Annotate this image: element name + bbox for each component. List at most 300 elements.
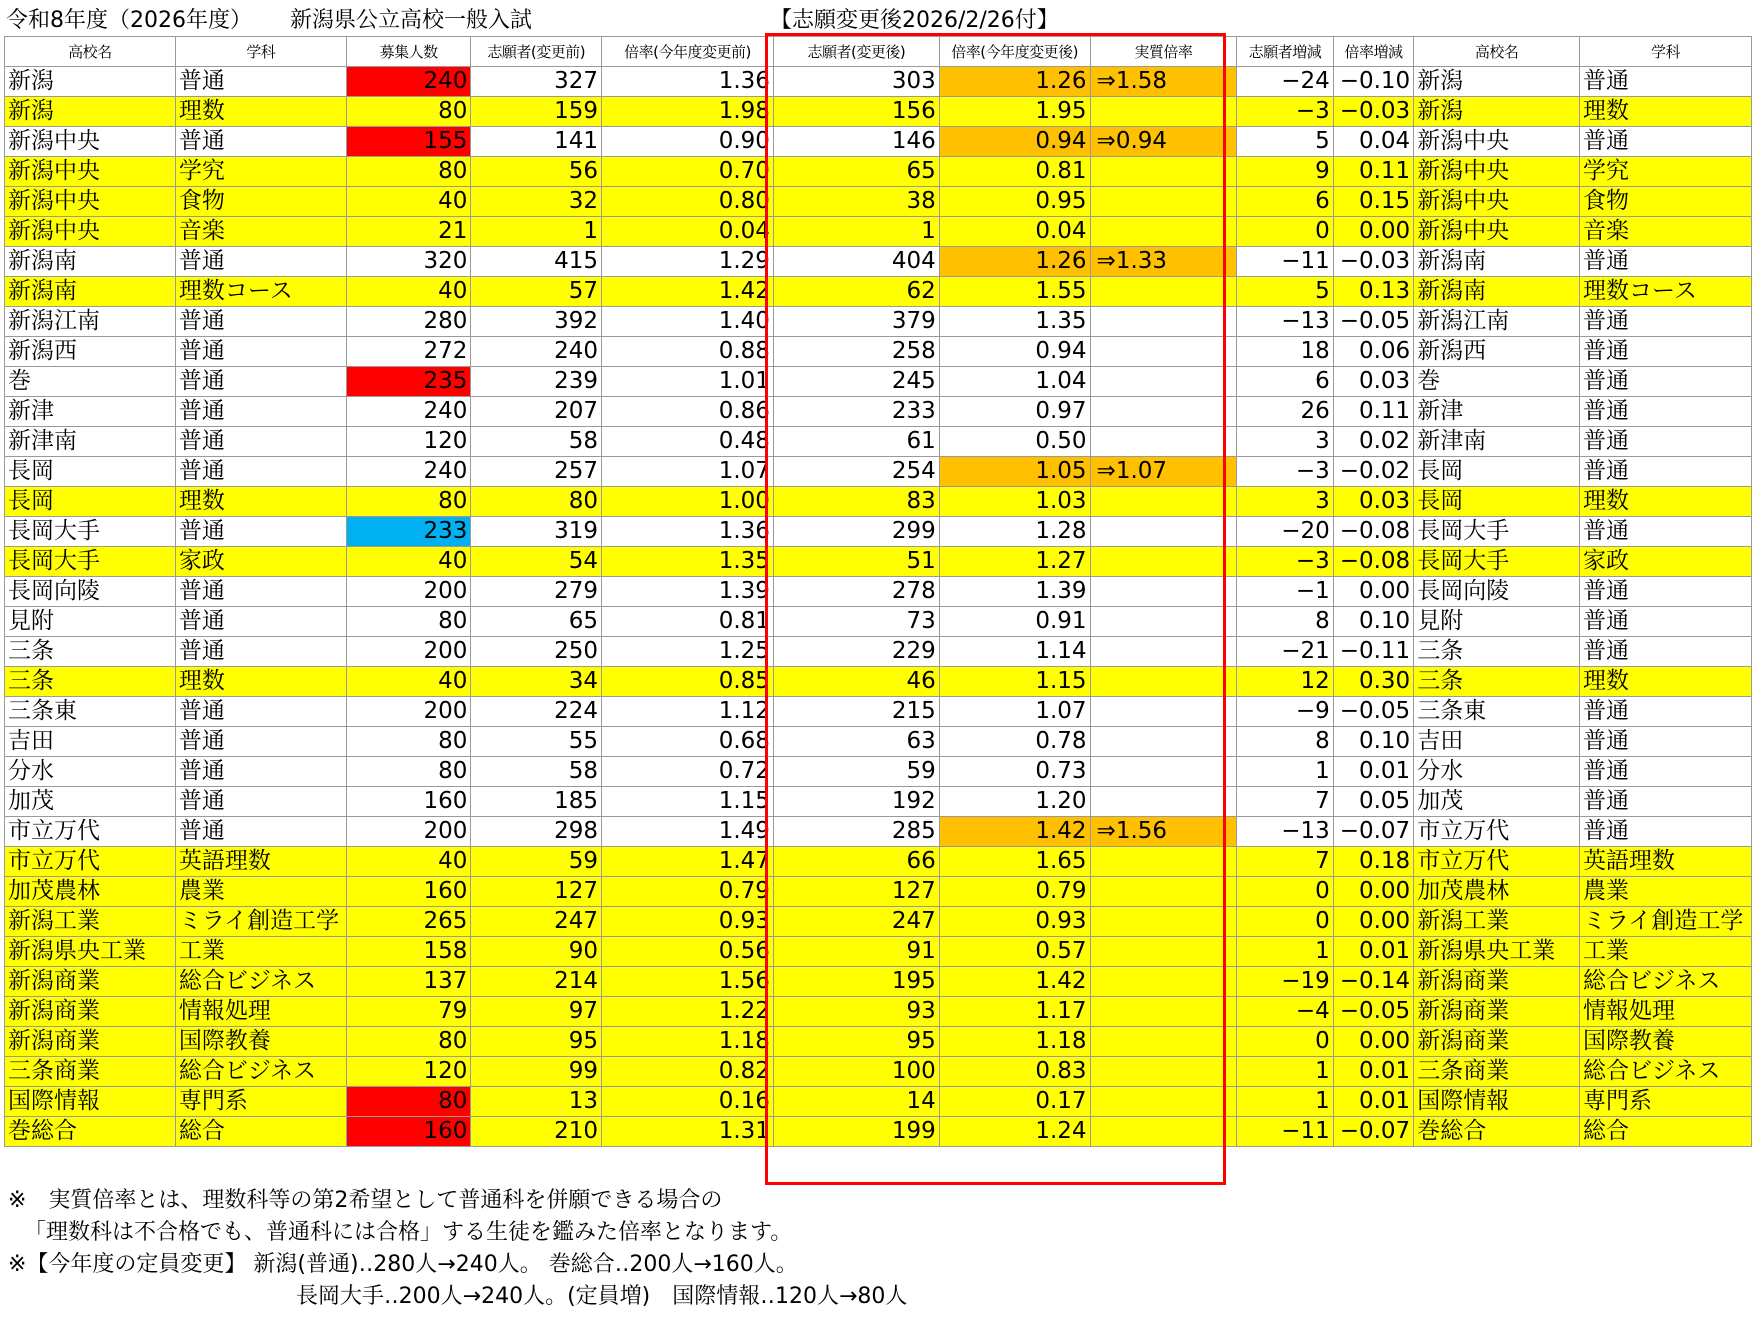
rate-after-cell: 1.26 (939, 247, 1090, 277)
rate-before-cell: 1.22 (602, 997, 774, 1027)
rate-after-cell: 1.17 (939, 997, 1090, 1027)
applicants-before-cell: 214 (471, 967, 602, 997)
rate-before-cell: 0.86 (602, 397, 774, 427)
rate-after-cell: 0.91 (939, 607, 1090, 637)
real-rate-cell (1090, 277, 1237, 307)
rate-after-cell: 1.18 (939, 1027, 1090, 1057)
capacity-cell: 235 (346, 367, 471, 397)
applicants-after-cell: 195 (773, 967, 939, 997)
column-header-real-rate-col: 実質倍率 (1090, 37, 1237, 67)
school-cell-right: 三条 (1414, 667, 1580, 697)
rate-after-cell: 1.07 (939, 697, 1090, 727)
applicants-after-cell: 91 (773, 937, 939, 967)
real-rate-cell: ⇒1.33 (1090, 247, 1237, 277)
capacity-cell: 272 (346, 337, 471, 367)
school-cell: 市立万代 (5, 817, 176, 847)
real-rate-cell (1090, 367, 1237, 397)
column-header-applicants-before-col: 志願者(変更前) (471, 37, 602, 67)
school-cell-right: 新潟南 (1414, 247, 1580, 277)
rate-after-cell: 0.93 (939, 907, 1090, 937)
rate-diff-cell: 0.13 (1333, 277, 1413, 307)
table-row (5, 907, 1752, 937)
applicant-diff-cell: 18 (1237, 337, 1333, 367)
rate-diff-cell: −0.07 (1333, 1117, 1413, 1147)
dept-cell-right: 総合 (1580, 1117, 1752, 1147)
applicant-diff-cell: 7 (1237, 787, 1333, 817)
school-cell: 長岡向陵 (5, 577, 176, 607)
applicants-after-cell: 215 (773, 697, 939, 727)
table-row (5, 517, 1752, 547)
applicant-diff-cell: −11 (1237, 247, 1333, 277)
applicants-before-cell: 247 (471, 907, 602, 937)
applicants-after-cell: 46 (773, 667, 939, 697)
capacity-cell: 200 (346, 697, 471, 727)
rate-after-cell: 0.04 (939, 217, 1090, 247)
real-rate-cell (1090, 427, 1237, 457)
applicant-diff-cell: −21 (1237, 637, 1333, 667)
rate-after-cell: 0.57 (939, 937, 1090, 967)
applicant-diff-cell: 1 (1237, 1087, 1333, 1117)
rate-diff-cell: 0.03 (1333, 487, 1413, 517)
rate-after-cell: 1.15 (939, 667, 1090, 697)
capacity-cell: 80 (346, 727, 471, 757)
capacity-cell: 21 (346, 217, 471, 247)
school-cell: 新潟県央工業 (5, 937, 176, 967)
applicants-before-cell: 250 (471, 637, 602, 667)
capacity-cell: 80 (346, 1027, 471, 1057)
dept-cell-right: 英語理数 (1580, 847, 1752, 877)
dept-cell-right: 普通 (1580, 307, 1752, 337)
applicants-after-cell: 285 (773, 817, 939, 847)
applicant-diff-cell: −13 (1237, 817, 1333, 847)
applicants-before-cell: 207 (471, 397, 602, 427)
rate-before-cell: 1.00 (602, 487, 774, 517)
rate-before-cell: 1.18 (602, 1027, 774, 1057)
rate-diff-cell: −0.10 (1333, 67, 1413, 97)
table-row (5, 757, 1752, 787)
dept-cell: 普通 (175, 457, 346, 487)
capacity-cell: 200 (346, 817, 471, 847)
applicants-after-cell: 65 (773, 157, 939, 187)
school-cell-right: 新潟中央 (1414, 157, 1580, 187)
real-rate-cell: ⇒0.94 (1090, 127, 1237, 157)
rate-before-cell: 0.90 (602, 127, 774, 157)
dept-cell: 普通 (175, 787, 346, 817)
dept-cell-right: 普通 (1580, 757, 1752, 787)
applicants-before-cell: 141 (471, 127, 602, 157)
rate-before-cell: 0.04 (602, 217, 774, 247)
applicants-before-cell: 239 (471, 367, 602, 397)
school-cell-right: 市立万代 (1414, 817, 1580, 847)
dept-cell-right: 普通 (1580, 397, 1752, 427)
capacity-cell: 160 (346, 787, 471, 817)
capacity-cell: 80 (346, 487, 471, 517)
applicant-diff-cell: 7 (1237, 847, 1333, 877)
rate-after-cell: 0.81 (939, 157, 1090, 187)
applicants-before-cell: 210 (471, 1117, 602, 1147)
dept-cell: 音楽 (175, 217, 346, 247)
capacity-cell: 40 (346, 187, 471, 217)
capacity-cell: 240 (346, 67, 471, 97)
dept-cell: 普通 (175, 757, 346, 787)
applicants-after-cell: 245 (773, 367, 939, 397)
school-cell: 新潟 (5, 97, 176, 127)
school-cell-right: 新潟 (1414, 97, 1580, 127)
school-cell: 新潟南 (5, 277, 176, 307)
dept-cell-right: 農業 (1580, 877, 1752, 907)
real-rate-cell (1090, 337, 1237, 367)
school-cell-right: 新潟 (1414, 67, 1580, 97)
capacity-cell: 320 (346, 247, 471, 277)
school-cell: 新潟工業 (5, 907, 176, 937)
capacity-cell: 240 (346, 397, 471, 427)
table-row (5, 307, 1752, 337)
school-cell: 三条商業 (5, 1057, 176, 1087)
applicant-diff-cell: 12 (1237, 667, 1333, 697)
real-rate-cell (1090, 397, 1237, 427)
capacity-cell: 160 (346, 877, 471, 907)
school-cell-right: 新潟中央 (1414, 127, 1580, 157)
dept-cell-right: 普通 (1580, 577, 1752, 607)
rate-diff-cell: 0.03 (1333, 367, 1413, 397)
applicant-diff-cell: −3 (1237, 457, 1333, 487)
footnote-1: ※ 実質倍率とは、理数科等の第2希望として普通科を併願できる場合の (8, 1188, 723, 1213)
dept-cell: 工業 (175, 937, 346, 967)
rate-diff-cell: −0.14 (1333, 967, 1413, 997)
capacity-cell: 280 (346, 307, 471, 337)
school-cell: 巻 (5, 367, 176, 397)
applicants-after-cell: 61 (773, 427, 939, 457)
applicant-diff-cell: −11 (1237, 1117, 1333, 1147)
capacity-cell: 80 (346, 607, 471, 637)
school-cell: 新潟商業 (5, 997, 176, 1027)
applicants-before-cell: 240 (471, 337, 602, 367)
applicants-before-cell: 13 (471, 1087, 602, 1117)
dept-cell: 普通 (175, 127, 346, 157)
applicants-before-cell: 392 (471, 307, 602, 337)
applicants-before-cell: 65 (471, 607, 602, 637)
applicants-before-cell: 224 (471, 697, 602, 727)
school-cell: 国際情報 (5, 1087, 176, 1117)
dept-cell-right: 国際教養 (1580, 1027, 1752, 1057)
dept-cell: 普通 (175, 67, 346, 97)
dept-cell: 普通 (175, 247, 346, 277)
table-row (5, 727, 1752, 757)
applicants-before-cell: 59 (471, 847, 602, 877)
applicants-after-cell: 63 (773, 727, 939, 757)
real-rate-cell (1090, 517, 1237, 547)
rate-diff-cell: 0.00 (1333, 577, 1413, 607)
rate-diff-cell: −0.05 (1333, 307, 1413, 337)
rate-before-cell: 1.42 (602, 277, 774, 307)
applicants-after-cell: 379 (773, 307, 939, 337)
rate-before-cell: 1.39 (602, 577, 774, 607)
dept-cell: 普通 (175, 307, 346, 337)
rate-diff-cell: 0.05 (1333, 787, 1413, 817)
rate-after-cell: 1.24 (939, 1117, 1090, 1147)
dept-cell-right: 普通 (1580, 127, 1752, 157)
school-cell: 新潟中央 (5, 127, 176, 157)
rate-after-cell: 1.26 (939, 67, 1090, 97)
rate-before-cell: 1.29 (602, 247, 774, 277)
dept-cell: 情報処理 (175, 997, 346, 1027)
school-cell-right: 長岡大手 (1414, 547, 1580, 577)
school-cell-right: 三条東 (1414, 697, 1580, 727)
applicant-diff-cell: −19 (1237, 967, 1333, 997)
rate-diff-cell: 0.00 (1333, 1027, 1413, 1057)
column-header-rate-before-col: 倍率(今年度変更前) (602, 37, 774, 67)
real-rate-cell (1090, 1057, 1237, 1087)
capacity-cell: 80 (346, 757, 471, 787)
rate-before-cell: 0.56 (602, 937, 774, 967)
capacity-cell: 80 (346, 1087, 471, 1117)
applicants-before-cell: 1 (471, 217, 602, 247)
applicants-before-cell: 32 (471, 187, 602, 217)
dept-cell: 普通 (175, 397, 346, 427)
applicant-diff-cell: −9 (1237, 697, 1333, 727)
dept-cell-right: 普通 (1580, 517, 1752, 547)
school-cell: 新潟 (5, 67, 176, 97)
applicants-after-cell: 229 (773, 637, 939, 667)
dept-cell-right: 普通 (1580, 367, 1752, 397)
dept-cell: 普通 (175, 517, 346, 547)
capacity-cell: 158 (346, 937, 471, 967)
rate-before-cell: 0.80 (602, 187, 774, 217)
applicants-before-cell: 57 (471, 277, 602, 307)
applicants-after-cell: 404 (773, 247, 939, 277)
table-row (5, 697, 1752, 727)
school-cell-right: 見附 (1414, 607, 1580, 637)
applicant-diff-cell: 1 (1237, 937, 1333, 967)
rate-diff-cell: 0.10 (1333, 727, 1413, 757)
table-row (5, 937, 1752, 967)
dept-cell-right: 理数 (1580, 667, 1752, 697)
applicants-before-cell: 279 (471, 577, 602, 607)
school-cell: 新潟江南 (5, 307, 176, 337)
school-cell-right: 新潟商業 (1414, 967, 1580, 997)
rate-after-cell: 0.79 (939, 877, 1090, 907)
real-rate-cell (1090, 487, 1237, 517)
school-cell-right: 長岡向陵 (1414, 577, 1580, 607)
rate-diff-cell: 0.06 (1333, 337, 1413, 367)
table-row (5, 1117, 1752, 1147)
rate-diff-cell: 0.01 (1333, 1087, 1413, 1117)
rate-after-cell: 1.35 (939, 307, 1090, 337)
table-row (5, 637, 1752, 667)
rate-diff-cell: −0.05 (1333, 997, 1413, 1027)
column-header-capacity-col: 募集人数 (346, 37, 471, 67)
rate-diff-cell: 0.00 (1333, 217, 1413, 247)
applicants-before-cell: 257 (471, 457, 602, 487)
school-cell: 長岡大手 (5, 547, 176, 577)
school-cell: 長岡大手 (5, 517, 176, 547)
capacity-cell: 233 (346, 517, 471, 547)
real-rate-cell (1090, 697, 1237, 727)
applicants-after-cell: 38 (773, 187, 939, 217)
rate-before-cell: 1.36 (602, 517, 774, 547)
rate-after-cell: 0.50 (939, 427, 1090, 457)
applicant-diff-cell: −24 (1237, 67, 1333, 97)
rate-before-cell: 1.25 (602, 637, 774, 667)
school-cell-right: 長岡大手 (1414, 517, 1580, 547)
rate-before-cell: 0.16 (602, 1087, 774, 1117)
capacity-cell: 155 (346, 127, 471, 157)
real-rate-cell (1090, 217, 1237, 247)
dept-cell: 家政 (175, 547, 346, 577)
table-row (5, 157, 1752, 187)
real-rate-cell (1090, 637, 1237, 667)
dept-cell: 総合ビジネス (175, 1057, 346, 1087)
rate-after-cell: 0.78 (939, 727, 1090, 757)
rate-after-cell: 0.94 (939, 127, 1090, 157)
rate-after-cell: 0.95 (939, 187, 1090, 217)
applicants-after-cell: 93 (773, 997, 939, 1027)
rate-before-cell: 1.01 (602, 367, 774, 397)
school-cell-right: 吉田 (1414, 727, 1580, 757)
column-header-rate-diff-col: 倍率増減 (1333, 37, 1413, 67)
rate-after-cell: 1.05 (939, 457, 1090, 487)
dept-cell: 理数 (175, 487, 346, 517)
real-rate-cell (1090, 877, 1237, 907)
applicants-after-cell: 254 (773, 457, 939, 487)
real-rate-cell (1090, 787, 1237, 817)
applicants-after-cell: 278 (773, 577, 939, 607)
real-rate-cell: ⇒1.58 (1090, 67, 1237, 97)
rate-before-cell: 1.40 (602, 307, 774, 337)
school-cell: 市立万代 (5, 847, 176, 877)
table-row (5, 547, 1752, 577)
applicants-before-cell: 34 (471, 667, 602, 697)
rate-diff-cell: 0.01 (1333, 757, 1413, 787)
rate-diff-cell: −0.08 (1333, 547, 1413, 577)
applicants-after-cell: 192 (773, 787, 939, 817)
dept-cell-right: 総合ビジネス (1580, 1057, 1752, 1087)
dept-cell-right: 普通 (1580, 337, 1752, 367)
footnote-2: 「理数科は不合格でも、普通科には合格」する生徒を鑑みた倍率となります。 (24, 1220, 793, 1245)
applicant-diff-cell: 5 (1237, 127, 1333, 157)
applicants-before-cell: 415 (471, 247, 602, 277)
table-row (5, 1027, 1752, 1057)
applicant-diff-cell: 1 (1237, 757, 1333, 787)
rate-after-cell: 1.14 (939, 637, 1090, 667)
school-cell: 新潟西 (5, 337, 176, 367)
school-cell-right: 巻 (1414, 367, 1580, 397)
table-row (5, 967, 1752, 997)
school-cell: 新潟中央 (5, 157, 176, 187)
dept-cell: 国際教養 (175, 1027, 346, 1057)
school-cell-right: 新津 (1414, 397, 1580, 427)
capacity-cell: 200 (346, 637, 471, 667)
rate-after-cell: 0.17 (939, 1087, 1090, 1117)
rate-diff-cell: −0.03 (1333, 97, 1413, 127)
rate-after-cell: 1.95 (939, 97, 1090, 127)
applicants-before-cell: 80 (471, 487, 602, 517)
applicants-before-cell: 99 (471, 1057, 602, 1087)
real-rate-cell (1090, 307, 1237, 337)
rate-after-cell: 1.42 (939, 817, 1090, 847)
dept-cell-right: 総合ビジネス (1580, 967, 1752, 997)
applicants-after-cell: 66 (773, 847, 939, 877)
table-row (5, 577, 1752, 607)
school-cell-right: 新潟商業 (1414, 1027, 1580, 1057)
applicant-table (4, 36, 1752, 1147)
school-cell: 三条 (5, 637, 176, 667)
applicants-after-cell: 95 (773, 1027, 939, 1057)
rate-after-cell: 1.28 (939, 517, 1090, 547)
capacity-cell: 120 (346, 427, 471, 457)
dept-cell-right: 工業 (1580, 937, 1752, 967)
rate-before-cell: 0.82 (602, 1057, 774, 1087)
rate-after-cell: 1.20 (939, 787, 1090, 817)
capacity-cell: 137 (346, 967, 471, 997)
table-row (5, 337, 1752, 367)
school-cell: 加茂農林 (5, 877, 176, 907)
rate-before-cell: 1.36 (602, 67, 774, 97)
column-header-applicants-after-col: 志願者(変更後) (773, 37, 939, 67)
school-cell-right: 加茂 (1414, 787, 1580, 817)
school-cell: 分水 (5, 757, 176, 787)
real-rate-cell (1090, 1087, 1237, 1117)
rate-before-cell: 0.81 (602, 607, 774, 637)
school-cell-right: 新潟工業 (1414, 907, 1580, 937)
school-cell-right: 新潟商業 (1414, 997, 1580, 1027)
school-cell: 新津 (5, 397, 176, 427)
table-row (5, 457, 1752, 487)
school-cell-right: 市立万代 (1414, 847, 1580, 877)
dept-cell: 総合 (175, 1117, 346, 1147)
dept-cell-right: 音楽 (1580, 217, 1752, 247)
applicant-diff-cell: 0 (1237, 907, 1333, 937)
applicant-diff-cell: −20 (1237, 517, 1333, 547)
rate-before-cell: 0.85 (602, 667, 774, 697)
applicants-after-cell: 303 (773, 67, 939, 97)
applicants-before-cell: 58 (471, 427, 602, 457)
school-cell-right: 新潟中央 (1414, 217, 1580, 247)
applicants-before-cell: 56 (471, 157, 602, 187)
dept-cell: 普通 (175, 637, 346, 667)
applicants-after-cell: 14 (773, 1087, 939, 1117)
dept-cell: 総合ビジネス (175, 967, 346, 997)
footnote-3: ※【今年度の定員変更】 新潟(普通)‥280人→240人。 巻総合‥200人→160人。 (8, 1252, 798, 1277)
dept-cell-right: 普通 (1580, 697, 1752, 727)
dept-cell-right: 普通 (1580, 67, 1752, 97)
applicant-diff-cell: 0 (1237, 217, 1333, 247)
table-row (5, 127, 1752, 157)
school-cell: 三条東 (5, 697, 176, 727)
column-header-school-col-right: 高校名 (1414, 37, 1580, 67)
table-row (5, 997, 1752, 1027)
rate-before-cell: 0.79 (602, 877, 774, 907)
applicants-after-cell: 59 (773, 757, 939, 787)
header-row (5, 37, 1752, 67)
column-header-school-col: 高校名 (5, 37, 176, 67)
school-cell: 加茂 (5, 787, 176, 817)
real-rate-cell (1090, 1117, 1237, 1147)
applicants-before-cell: 97 (471, 997, 602, 1027)
dept-cell-right: 普通 (1580, 427, 1752, 457)
applicants-after-cell: 127 (773, 877, 939, 907)
dept-cell-right: 普通 (1580, 817, 1752, 847)
applicant-diff-cell: 8 (1237, 727, 1333, 757)
applicants-after-cell: 100 (773, 1057, 939, 1087)
rate-diff-cell: 0.01 (1333, 937, 1413, 967)
dept-cell-right: 普通 (1580, 607, 1752, 637)
dept-cell-right: 食物 (1580, 187, 1752, 217)
real-rate-cell (1090, 907, 1237, 937)
dept-cell-right: 理数 (1580, 487, 1752, 517)
dept-cell: 理数 (175, 97, 346, 127)
real-rate-cell (1090, 157, 1237, 187)
